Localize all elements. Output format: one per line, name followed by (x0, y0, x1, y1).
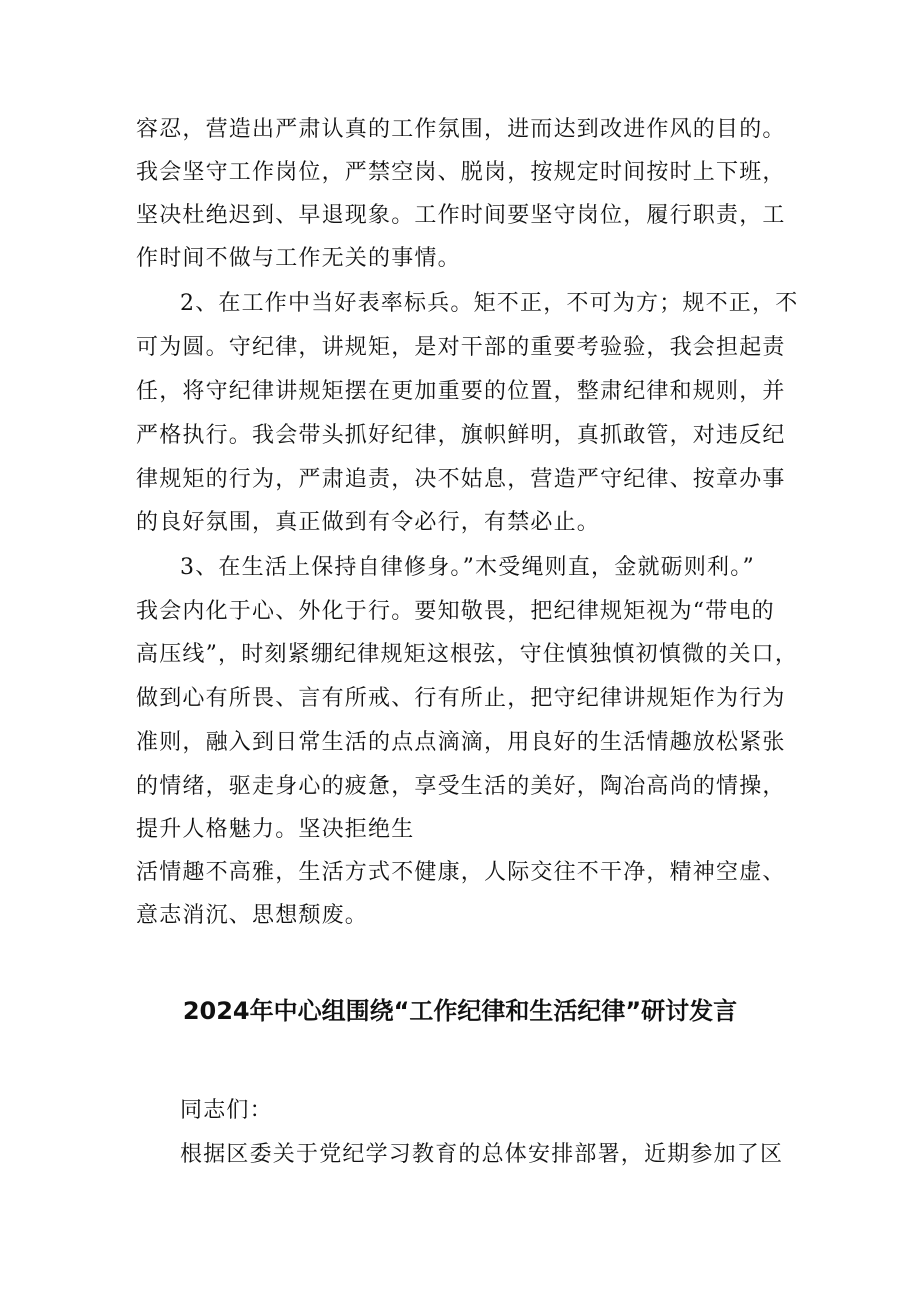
document-title: 2024年中心组围绕“工作纪律和生活纪律”研讨发言 (182, 997, 738, 1025)
paragraph1-line: 我会坚守工作岗位，严禁空岗、脱岗，按规定时间按时上下班， (136, 160, 786, 185)
body-first-line: 根据区委关于党纪学习教育的总体安排部署，近期参加了区 (180, 1142, 784, 1167)
paragraph2-line: 严格执行。我会带头抓好纪律，旗帜鲜明，真抓敢管，对违反纪 (136, 423, 786, 448)
paragraph1-line: 容忍，营造出严肃认真的工作氛围，进而达到改进作风的目的。 (136, 117, 786, 142)
paragraph2-line: 可为圆。守纪律，讲规矩，是对干部的重要考验验，我会担起责 (136, 335, 786, 360)
paragraph3-line: 3、在生活上保持自律修身。”木受绳则直，金就砺则利。” (180, 555, 755, 580)
paragraph3-line: 活情趣不高雅，生活方式不健康，人际交往不干净，精神空虚、 (136, 860, 786, 885)
paragraph3-line: 意志消沉、思想颓废。 (136, 903, 369, 928)
paragraph2-line: 的良好氛围，真正做到有令必行，有禁必止。 (136, 510, 601, 535)
paragraph2-line: 律规矩的行为，严肃追责，决不姑息，营造严守纪律、按章办事 (136, 467, 786, 492)
salutation: 同志们： (180, 1098, 273, 1123)
paragraph3-line: 做到心有所畏、言有所戒、行有所止，把守纪律讲规矩作为行为 (136, 686, 786, 711)
paragraph3-line: 高压线”，时刻紧绷纪律规矩这根弦，守住慎独慎初慎微的关口， (136, 642, 799, 667)
paragraph1-line: 作时间不做与工作无关的事情。 (136, 246, 461, 271)
paragraph3-line: 准则，融入到日常生活的点点滴滴，用良好的生活情趣放松紧张 (136, 730, 786, 755)
paragraph2-line: 任，将守纪律讲规矩摆在更加重要的位置，整肃纪律和规则，并 (136, 379, 786, 404)
paragraph2-line: 2、在工作中当好表率标兵。矩不正，不可为方；规不正，不 (180, 291, 799, 316)
paragraph3-line: 我会内化于心、外化于行。要知敬畏，把纪律规矩视为“带电的 (136, 599, 775, 624)
paragraph3-line: 提升人格魅力。坚决拒绝生 (136, 817, 415, 842)
paragraph1-line: 坚决杜绝迟到、早退现象。工作时间要坚守岗位，履行职责，工 (136, 203, 786, 228)
paragraph3-line: 的情绪，驱走身心的疲惫，享受生活的美好，陶冶高尚的情操， (136, 774, 786, 799)
